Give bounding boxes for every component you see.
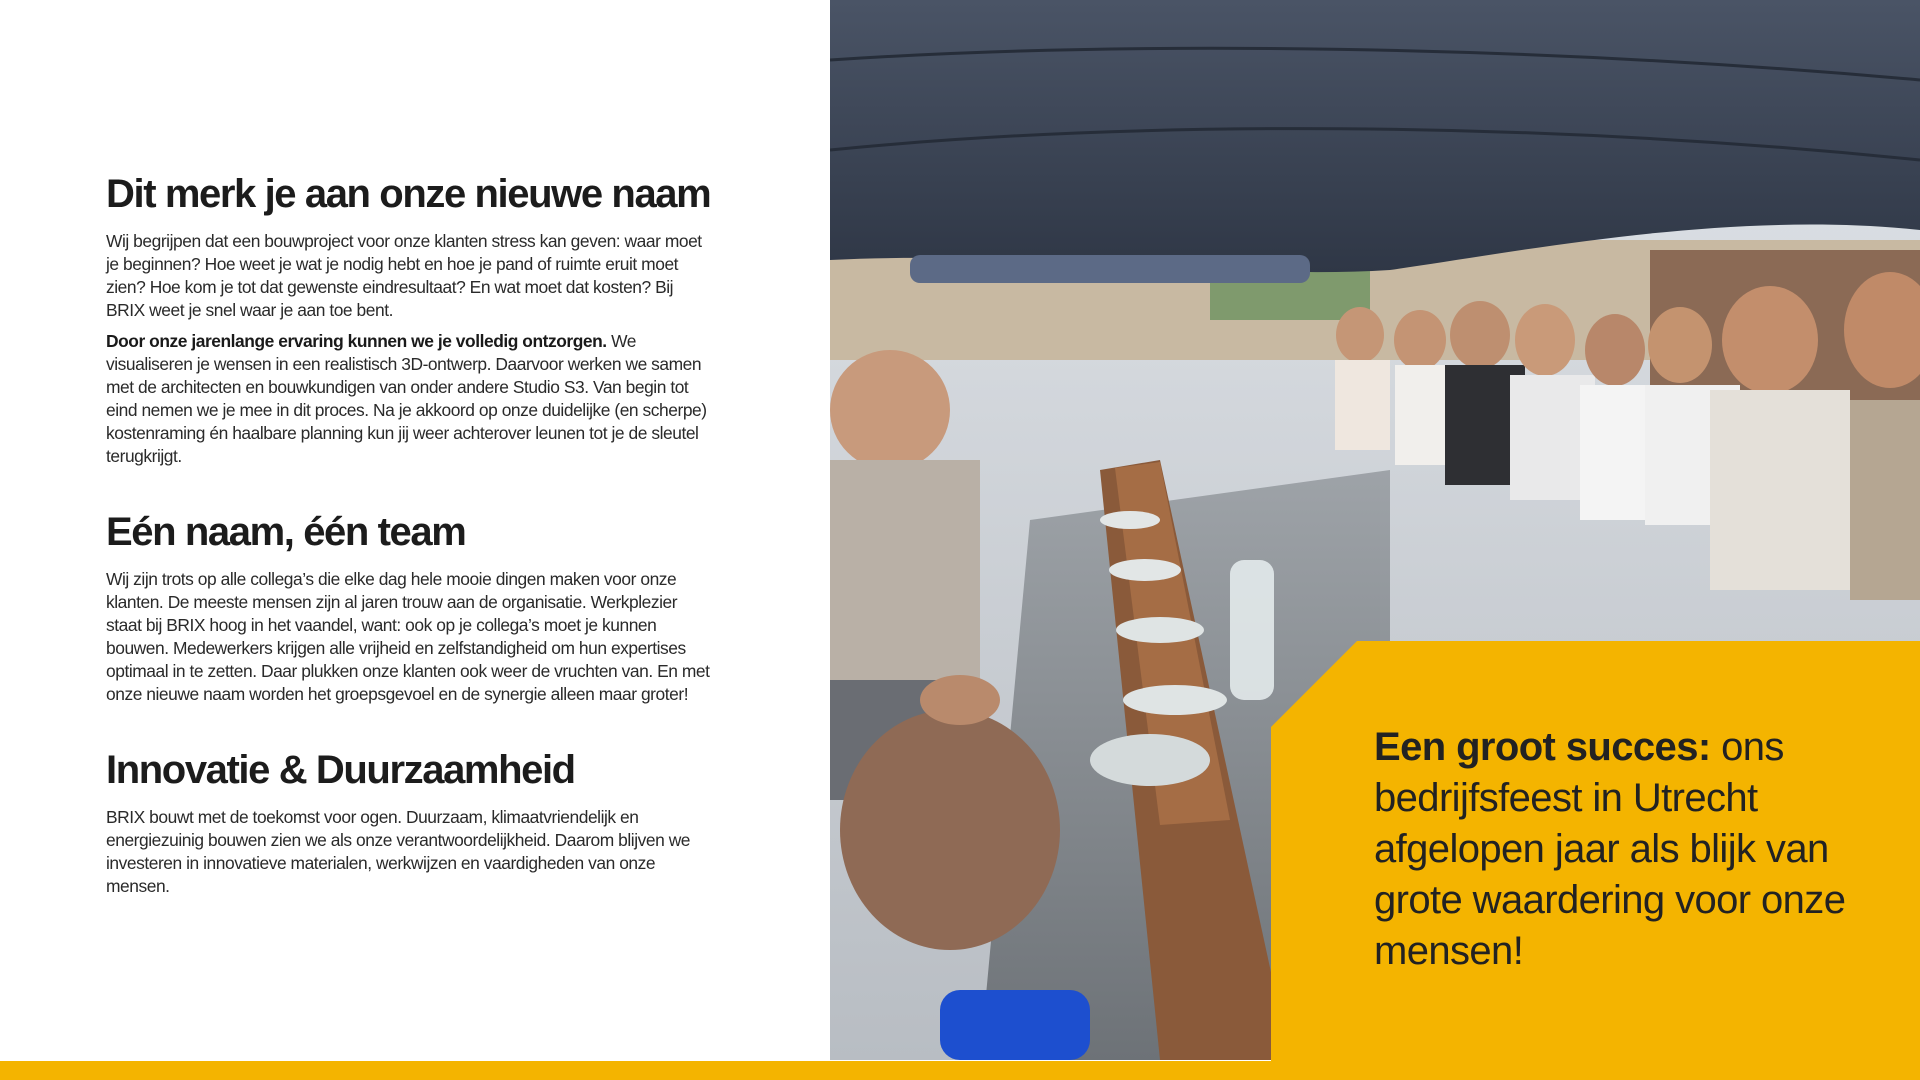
section-one-team [106,506,716,706]
section-innovation [106,744,716,898]
caption-bold-lead: Een groot succes: [1374,725,1711,769]
section-paragraph [106,230,716,322]
paragraph-text: BRIX bouwt met de toekomst voor ogen. Duurzaam, klimaatvriendelijk en energiezuinig bouwen zien we als onze verantwoordelijkheid. Daarom blijven we investeren in innovatieve materialen, werkwijzen en vaardigheden van onze mensen. [106,807,691,896]
section-paragraph [106,806,716,898]
accent-bottom-bar [0,1061,1920,1080]
paragraph-text: We visualiseren je wensen in een realistisch 3D-ontwerp. Daarvoor werken we samen met de architecten en bouwkundigen van onder andere Studio S3. Van begin tot eind nemen we je mee in dit proces. Na je akkoord op onze duidelijke (en scherpe) kostenraming én haalbare planning kun jij weer achterover leunen tot je de sleutel terugkrijgt. [106,331,707,466]
paragraph-text: Wij zijn trots op alle collega’s die elke dag hele mooie dingen maken voor onze klanten. De meeste mensen zijn al jaren trouw aan de organisatie. Werkplezier staat bij BRIX hoog in het vaandel, want: ook op je collega’s moet je kunnen bouwen. Medewerkers krijgen alle vrijheid en zelfstandigheid om hun expertises optimaal in te zetten. Daar plukken onze klanten ook weer de vruchten van. En met onze nieuwe naam worden het groepsgevoel en de synergie alleen maar groter! [106,569,710,704]
caption-text: ons bedrijfsfeest in Utrecht afgelopen jaar als blijk van grote waardering voor onze mensen! [1374,725,1846,973]
text-column [106,168,716,906]
section-heading: Dit merk je aan onze nieuwe naam [106,172,711,216]
section-new-name [106,168,716,468]
paragraph-text: Wij begrijpen dat een bouwproject voor onze klanten stress kan geven: waar moet je beginnen? Hoe weet je wat je nodig hebt en hoe je pand of ruimte eruit moet zien? Hoe kom je tot dat gewenste eindresultaat? En wat moet dat kosten? Bij BRIX weet je snel waar je aan toe bent. [106,231,702,320]
photo-caption [1374,722,1894,977]
section-heading: Innovatie & Duurzaamheid [106,748,575,792]
section-heading: Eén naam, één team [106,510,466,554]
section-paragraph [106,330,716,468]
section-paragraph [106,568,716,706]
paragraph-bold-lead: Door onze jarenlange ervaring kunnen we je volledig ontzorgen. [106,331,607,351]
